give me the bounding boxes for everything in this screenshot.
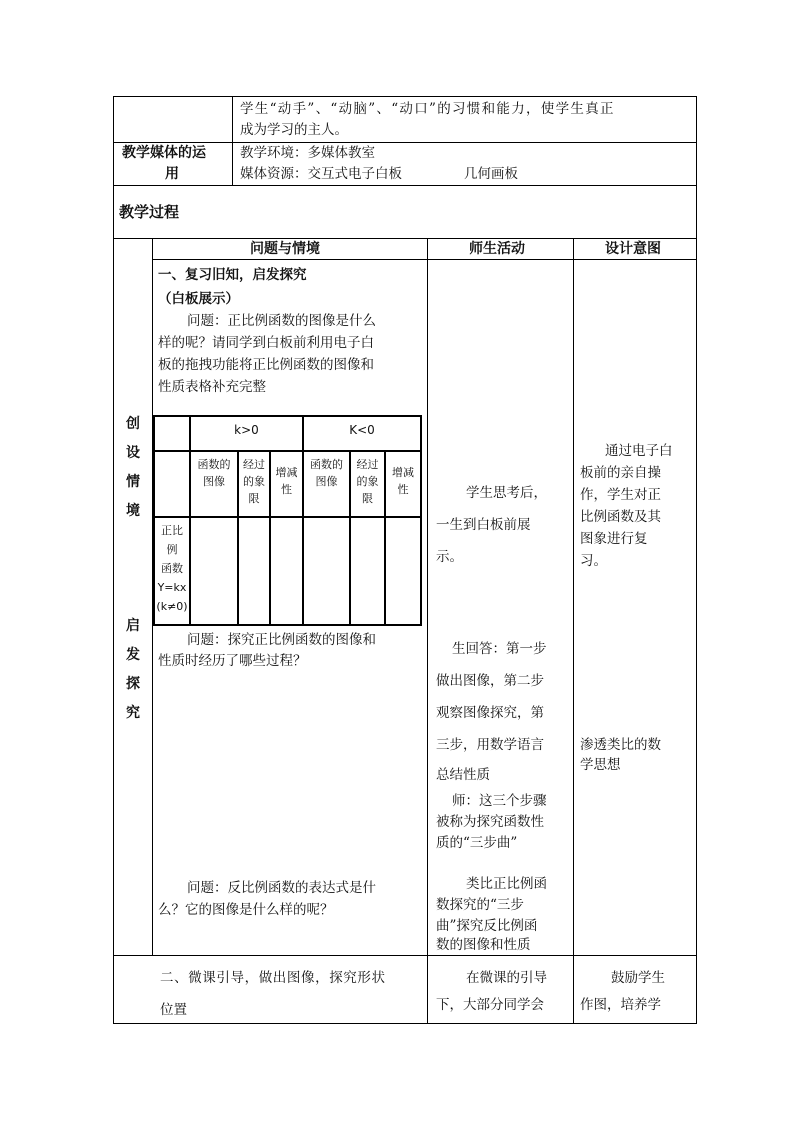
activity-4-line: 数探究的“三步 (436, 897, 524, 913)
side-char: 情 (126, 474, 140, 490)
media-resource-2: 几何画板 (464, 166, 518, 182)
side-char: 创 (126, 416, 140, 432)
activity-1-line: 一生到白板前展 (436, 517, 531, 533)
activity-1-line: 学生思考后， (466, 485, 547, 501)
intent-1-line: 通过电子白 (605, 443, 673, 459)
media-environment: 教学环境：多媒体教室 (240, 145, 375, 161)
top-row-line-1: 学生“动手”、“动脑”、“动口”的习惯和能力，使学生真正 (240, 101, 615, 117)
question-1-line: 样的呢？请同学到白板前利用电子白 (158, 335, 374, 351)
section-2-activity-line: 在微课的引导 (466, 970, 547, 986)
table-border (696, 96, 697, 1024)
sub-header-monotonicity: 增减 性 (275, 466, 298, 496)
section-2-intent-line: 作图，培养学 (580, 997, 661, 1013)
section-2-title-line-2: 位置 (160, 1002, 187, 1018)
activity-2-line: 生回答：第一步 (452, 641, 547, 657)
intent-1-line: 比例函数及其 (580, 509, 661, 525)
header-question-situation: 问题与情境 (250, 241, 320, 257)
activity-2-line: 观察图像探究，第 (436, 705, 544, 721)
top-row-line-2: 成为学习的主人。 (240, 122, 348, 138)
section-1-title: 一、复习旧知，启发探究 (158, 267, 307, 283)
section-1-subtitle: （白板展示） (158, 291, 239, 307)
activity-3-line: 被称为探究函数性 (436, 814, 544, 830)
activity-4-line: 曲”探究反比例函 (436, 918, 538, 934)
side-char: 探 (126, 676, 140, 692)
intent-1-line: 作，学生对正 (580, 487, 661, 503)
activity-4-line: 类比正比例函 (466, 876, 547, 892)
question-3-line: 问题：反比例函数的表达式是什 (187, 880, 376, 896)
table-divider (427, 238, 428, 1024)
media-label-line-1: 教学媒体的运 (122, 145, 206, 161)
intent-1-line: 板前的亲自操 (580, 465, 661, 481)
header-design-intent: 设计意图 (605, 241, 661, 257)
question-2-line: 性质时经历了哪些过程？ (158, 653, 307, 669)
question-1-line: 性质表格补充完整 (158, 379, 266, 395)
activity-3-line: 师：这三个步骤 (452, 793, 547, 809)
media-resource: 媒体资源：交互式电子白板 (240, 166, 402, 182)
side-label-inspire-explore (123, 612, 143, 728)
sub-header-function-graph: 函数的 图像 (310, 458, 343, 488)
activity-4-line: 数的图像和性质 (436, 937, 531, 953)
side-char: 启 (126, 618, 140, 634)
question-1-line: 问题：正比例函数的图像是什么 (187, 313, 376, 329)
header-teacher-student-activity: 师生活动 (469, 241, 525, 257)
activity-2-line: 三步，用数学语言 (436, 737, 544, 753)
sub-header-quadrants: 经过 的象 限 (356, 458, 379, 505)
sub-header-monotonicity: 增减 性 (392, 466, 414, 496)
sub-header-function-graph: 函数的 图像 (197, 458, 231, 488)
table-border (113, 1023, 697, 1024)
table-border (113, 96, 697, 97)
question-2-line: 问题：探究正比例函数的图像和 (187, 632, 376, 648)
intent-1-line: 图象进行复 (580, 531, 648, 547)
table-divider (113, 185, 697, 186)
intent-2-line: 学思想 (580, 757, 621, 773)
side-char: 究 (126, 705, 140, 721)
table-divider (113, 955, 697, 956)
table-divider (573, 238, 574, 1024)
question-1-line: 板的拖拽功能将正比例函数的图像和 (158, 357, 374, 373)
question-3-line: 么？它的图像是什么样的呢？ (158, 902, 334, 918)
side-label-create-situation (123, 410, 143, 526)
row-label-direct-proportion: 正比 例 函数 Y=kx (k≠0) (156, 524, 188, 613)
section-2-intent-line: 鼓励学生 (611, 970, 665, 986)
table-border (113, 96, 114, 1024)
activity-2-line: 总结性质 (436, 767, 490, 783)
side-char: 设 (126, 445, 140, 461)
k-positive-header: k>0 (234, 423, 259, 437)
intent-1-line: 习。 (580, 553, 607, 569)
section-2-activity-line: 下，大部分同学会 (436, 997, 544, 1013)
activity-3-line: 质的“三步曲” (436, 835, 518, 851)
sub-header-quadrants: 经过 的象 限 (243, 458, 265, 505)
activity-2-line: 做出图像，第二步 (436, 673, 544, 689)
activity-1-line: 示。 (436, 549, 463, 565)
table-divider (232, 96, 233, 186)
side-char: 境 (126, 503, 140, 519)
process-title: 教学过程 (119, 203, 180, 221)
intent-2-line: 渗透类比的数 (580, 737, 661, 753)
section-2-title-line-1: 二、微课引导，做出图像，探究形状 (160, 970, 386, 986)
side-char: 发 (126, 647, 140, 663)
k-negative-header: K<0 (349, 423, 375, 437)
media-label-line-2: 用 (165, 166, 179, 182)
